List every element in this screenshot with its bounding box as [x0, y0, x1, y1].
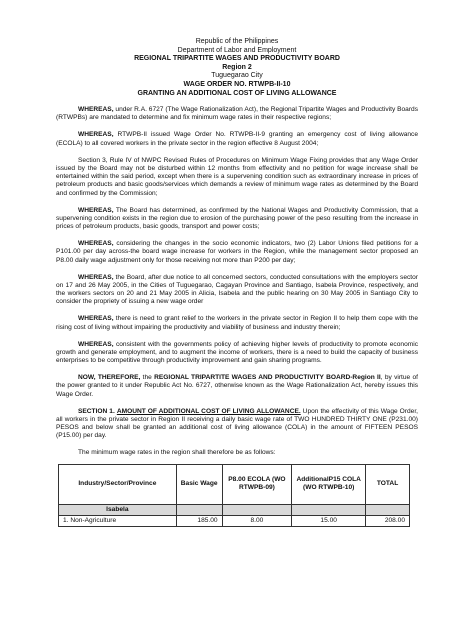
- region-cell-empty: [292, 504, 366, 515]
- additional-cola-cell: 15.00: [292, 515, 366, 526]
- region-cell-empty: [176, 504, 222, 515]
- document-header: [56, 38, 418, 98]
- whereas-lead: WHEREAS,: [78, 106, 114, 114]
- section-3-paragraph: [56, 157, 418, 198]
- table-region-row: [59, 504, 410, 515]
- paragraph-text: Upon the effectivity of this Wage Order, all workers in the private sector in Region II receiving a daily basic wage rate of TWO HUNDRED THIRTY ONE (P231.00) PESOS and below shall be granted an additional cost of living allowance (COLA) in the amount of FIFTEEN PESOS (P15.00) per day.: [56, 407, 418, 440]
- ecola-cell: 8.00: [222, 515, 292, 526]
- paragraph-text: The minimum wage rates in the region shall therefore be as follows:: [78, 449, 276, 457]
- section-1-paragraph: [56, 408, 418, 441]
- board-name: REGIONAL TRIPARTITE WAGES AND PRODUCTIVITY BOARD-Region II: [154, 374, 381, 382]
- region-cell-empty: [366, 504, 410, 515]
- paragraph-text: the Board, after due notice to all concerned sectors, conducted consultations with the employers sector on 17 and 26 May 2005, in the Cities of Tuguegarao, Cagayan Province and Santiago, Isabela Province, respectively, and the workers sectors on 20 and 21 May 2005 in Alicia, Isabela and the public hearing on 30 May 2005 in Santiago City to consider the propriety of issuing a new wage order: [56, 273, 418, 306]
- whereas-paragraph-8: [56, 341, 418, 366]
- whereas-lead: WHEREAS,: [78, 340, 114, 348]
- whereas-paragraph-5: [56, 240, 418, 265]
- column-header-basic-wage: Basic Wage: [176, 464, 222, 504]
- paragraph-text: the: [140, 374, 155, 382]
- header-wage-order-number: WAGE ORDER NO. RTWPB-II-10: [183, 80, 291, 88]
- paragraph-text: RTWPB-II issued Wage Order No. RTWPB-II-9 granting an emergency cost of living allowance (ECOLA) to all covered workers in the private sector in the region effective 8 August 2004;: [56, 131, 418, 147]
- table-header-row: [59, 464, 410, 504]
- region-cell-empty: [222, 504, 292, 515]
- now-therefore-lead: NOW, THEREFORE,: [78, 374, 141, 382]
- whereas-lead: WHEREAS,: [78, 273, 114, 281]
- minimum-wage-intro: [56, 449, 418, 457]
- industry-cell: 1. Non-Agriculture: [59, 515, 177, 526]
- paragraph-text: under R.A. 6727 (The Wage Rationalization Act), the Regional Tripartite Wages and Productivity Boards (RTWPBs) are mandated to determine and fix minimum wage rates in their respective regions;: [56, 106, 418, 122]
- header-wage-order-title: GRANTING AN ADDITIONAL COST OF LIVING ALLOWANCE: [137, 89, 337, 97]
- total-cell: 208.00: [366, 515, 410, 526]
- minimum-wage-table: [58, 464, 410, 528]
- whereas-lead: WHEREAS,: [78, 240, 114, 248]
- column-header-total: TOTAL: [366, 464, 410, 504]
- whereas-paragraph-2: [56, 131, 418, 148]
- whereas-paragraph-7: [56, 315, 418, 332]
- paragraph-text: considering the changes in the socio economic indicators, two (2) Labor Unions filed petitions for a P101.00 per day across-the board wage increase for workers in the Region, while the management sector proposed an P8.00 daily wage adjustment only for those receiving not more than P200 per day;: [56, 240, 418, 264]
- paragraph-text: , by virtue of the power granted to it under Republic Act No. 6727, otherwise known as the Wage Rationalization Act, hereby issues this Wage Order.: [56, 374, 418, 398]
- region-name: Isabela: [59, 504, 177, 515]
- header-republic: Republic of the Philippines: [195, 38, 279, 45]
- paragraph-text: there is need to grant relief to the workers in the private sector in Region II to help them cope with the rising cost of living without impairing the productivity and viability of business and industry therein;: [56, 315, 418, 331]
- column-header-ecola: P8.00 ECOLA (WO RTWPB-09): [222, 464, 292, 504]
- header-board: REGIONAL TRIPARTITE WAGES AND PRODUCTIVITY BOARD: [134, 55, 340, 63]
- document-body: [56, 106, 418, 527]
- whereas-paragraph-1: [56, 106, 418, 123]
- paragraph-text: consistent with the governments policy of achieving higher levels of productivity to promote economic growth and generate employment, and to augment the income of workers, there is a need to build the capacity of business enterprises to be competitive through productivity improvement and gain sharing programs.: [56, 340, 418, 365]
- header-region: Region 2: [222, 63, 252, 71]
- whereas-paragraph-6: [56, 274, 418, 307]
- whereas-lead: WHEREAS,: [78, 315, 114, 323]
- header-city: Tuguegarao City: [211, 72, 263, 80]
- table-row: [59, 515, 410, 526]
- whereas-lead: WHEREAS,: [78, 206, 114, 214]
- column-header-additional-cola: AdditionalP15 COLA (WO RTWPB-10): [292, 464, 366, 504]
- basic-wage-cell: 185.00: [176, 515, 222, 526]
- section-title: AMOUNT OF ADDITIONAL COST OF LIVING ALLOWANCE.: [116, 407, 301, 415]
- column-header-industry: Industry/Sector/Province: [59, 464, 177, 504]
- section-number: SECTION 1.: [78, 407, 115, 415]
- whereas-lead: WHEREAS,: [78, 131, 114, 139]
- whereas-paragraph-4: [56, 207, 418, 232]
- header-department: Department of Labor and Employment: [177, 46, 297, 54]
- paragraph-text: The Board has determined, as confirmed by the National Wages and Productivity Commission, that a supervening condition exists in the region due to erosion of the purchasing power of the peso resulting from the increase in prices of petroleum products, basic goods, transport and power costs;: [56, 206, 418, 231]
- now-therefore-paragraph: [56, 374, 418, 399]
- paragraph-text: Section 3, Rule IV of NWPC Revised Rules of Procedures on Minimum Wage Fixing provides that any Wage Order issued by the Board may not be disturbed within 12 months from effectivity and no petition for wage increase shall be entertained within the said period, except when there is a supervening condition such as extraordinary increase in prices of petroleum products and basic goods/services which demands a review of minimum wage rates as determined by the Board and confirmed by the Commission;: [56, 156, 418, 197]
